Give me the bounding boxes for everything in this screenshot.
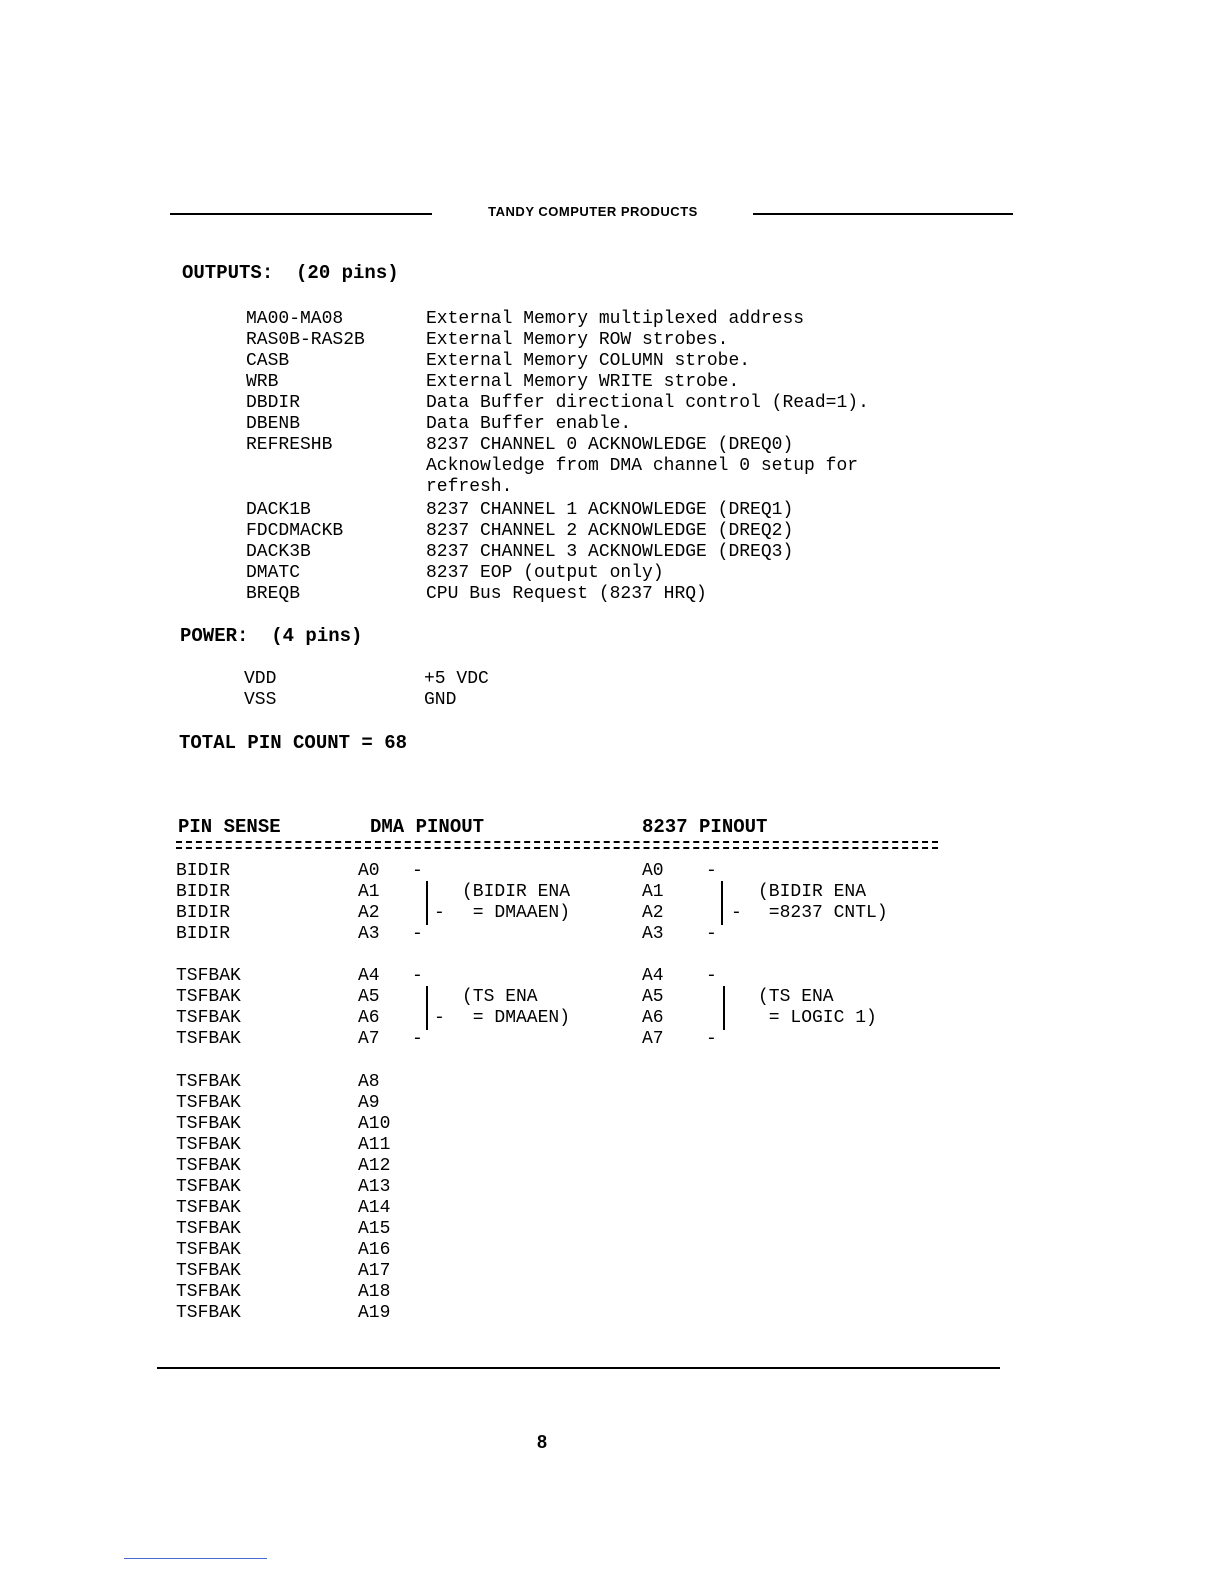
- header-rule-left: [170, 213, 432, 215]
- 8237-pin-cell: A7: [642, 1029, 664, 1049]
- pin-sense-cell: BIDIR: [176, 861, 231, 881]
- 8237-pin-cell: A1: [642, 882, 664, 902]
- signal-name: REFRESHB: [246, 435, 333, 455]
- 8237-bracket-note: (TS ENA = LOGIC 1): [758, 987, 877, 1028]
- pin-sense-cell: TSFBAK: [176, 1114, 241, 1134]
- bracket-bar: [723, 986, 725, 1030]
- signal-description: 8237 CHANNEL 0 ACKNOWLEDGE (DREQ0) Acknowledge from DMA channel 0 setup for refresh.: [426, 435, 859, 497]
- signal-description: GND: [424, 690, 457, 710]
- signal-description: External Memory multiplexed address: [426, 309, 805, 329]
- 8237-pin-cell: A5: [642, 987, 664, 1007]
- bracket-tick-mid: -: [434, 903, 445, 923]
- signal-name: RAS0B-RAS2B: [246, 330, 365, 350]
- pin-sense-cell: TSFBAK: [176, 1303, 241, 1323]
- table-row: [176, 1135, 936, 1156]
- table-row: [176, 861, 936, 882]
- pin-sense-cell: BIDIR: [176, 882, 231, 902]
- pinout-group-upper-address: [176, 1072, 936, 1324]
- pin-sense-cell: TSFBAK: [176, 1177, 241, 1197]
- signal-name: DACK3B: [246, 542, 311, 562]
- 8237-pin-cell: A6: [642, 1008, 664, 1028]
- pin-sense-cell: TSFBAK: [176, 1072, 241, 1092]
- pin-sense-cell: TSFBAK: [176, 1219, 241, 1239]
- dma-pin-cell: A13: [358, 1177, 391, 1197]
- dma-pin-cell: A12: [358, 1156, 391, 1176]
- dma-pin-cell: A1: [358, 882, 380, 902]
- outputs-heading: OUTPUTS: (20 pins): [182, 262, 399, 284]
- dma-pin-cell: A10: [358, 1114, 391, 1134]
- dma-pin-cell: A11: [358, 1135, 391, 1155]
- pin-sense-cell: BIDIR: [176, 924, 231, 944]
- dma-pin-cell: A8: [358, 1072, 380, 1092]
- pinout-header: [178, 816, 938, 840]
- dma-pin-cell: A9: [358, 1093, 380, 1113]
- table-row: [176, 924, 936, 945]
- bracket-bar: [426, 986, 428, 1030]
- signal-name: DBDIR: [246, 393, 301, 413]
- table-row: [176, 1240, 936, 1261]
- pinout-group-bidir: [176, 861, 936, 945]
- header-double-rule: [176, 841, 938, 849]
- table-row: [176, 1198, 936, 1219]
- signal-description: CPU Bus Request (8237 HRQ): [426, 584, 707, 604]
- table-row: [176, 1093, 936, 1114]
- page-header: [170, 203, 1013, 225]
- dma-pin-cell: A2: [358, 903, 380, 923]
- table-row: [176, 1029, 936, 1050]
- signal-description: 8237 CHANNEL 3 ACKNOWLEDGE (DREQ3): [426, 542, 794, 562]
- pin-sense-cell: TSFBAK: [176, 987, 241, 1007]
- dma-pin-cell: A17: [358, 1261, 391, 1281]
- pin-sense-cell: TSFBAK: [176, 1029, 241, 1049]
- table-row: [176, 1156, 936, 1177]
- table-row: [176, 1303, 936, 1324]
- pin-sense-cell: TSFBAK: [176, 1240, 241, 1260]
- header-rule-right: [753, 213, 1013, 215]
- pin-sense-cell: TSFBAK: [176, 1282, 241, 1302]
- bracket-tick-mid: -: [434, 1008, 445, 1028]
- signal-name: DBENB: [246, 414, 301, 434]
- footer-rule: [157, 1367, 1000, 1369]
- signal-description: Data Buffer enable.: [426, 414, 632, 434]
- header-pin-sense: PIN SENSE: [178, 816, 281, 838]
- bracket-tick-mid: -: [731, 903, 742, 923]
- dma-bracket-note: (TS ENA = DMAAEN): [462, 987, 571, 1028]
- bracket-tick-top: -: [706, 966, 717, 986]
- pin-sense-cell: TSFBAK: [176, 1261, 241, 1281]
- header-8237-pinout: 8237 PINOUT: [642, 816, 768, 838]
- pin-sense-cell: TSFBAK: [176, 1198, 241, 1218]
- dma-pin-cell: A14: [358, 1198, 391, 1218]
- signal-description: Data Buffer directional control (Read=1).: [426, 393, 869, 413]
- table-row: [176, 966, 936, 987]
- dma-bracket-note: (BIDIR ENA = DMAAEN): [462, 882, 571, 923]
- table-row: [176, 1282, 936, 1303]
- dma-pin-cell: A19: [358, 1303, 391, 1323]
- 8237-pin-cell: A3: [642, 924, 664, 944]
- signal-name: DMATC: [246, 563, 301, 583]
- header-title: TANDY COMPUTER PRODUCTS: [488, 204, 698, 219]
- signal-description: External Memory COLUMN strobe.: [426, 351, 751, 371]
- bracket-tick-top: -: [706, 861, 717, 881]
- dma-pin-cell: A0: [358, 861, 380, 881]
- signal-name: CASB: [246, 351, 290, 371]
- bracket-tick-top: -: [412, 861, 423, 881]
- bracket-tick-bottom: -: [412, 924, 423, 944]
- pinout-group-tsfbak: [176, 966, 936, 1050]
- signal-description: +5 VDC: [424, 669, 489, 689]
- 8237-pin-cell: A4: [642, 966, 664, 986]
- header-dma-pinout: DMA PINOUT: [370, 816, 485, 838]
- signal-name: DACK1B: [246, 500, 311, 520]
- 8237-bracket-note: (BIDIR ENA =8237 CNTL): [758, 882, 888, 923]
- bracket-bar: [426, 881, 428, 925]
- pin-sense-cell: TSFBAK: [176, 1008, 241, 1028]
- pin-sense-cell: TSFBAK: [176, 966, 241, 986]
- dma-pin-cell: A16: [358, 1240, 391, 1260]
- signal-description: 8237 CHANNEL 2 ACKNOWLEDGE (DREQ2): [426, 521, 794, 541]
- pin-sense-cell: BIDIR: [176, 903, 231, 923]
- dma-pin-cell: A4: [358, 966, 380, 986]
- pin-sense-cell: TSFBAK: [176, 1156, 241, 1176]
- signal-name: VDD: [244, 669, 277, 689]
- signal-name: MA00-MA08: [246, 309, 344, 329]
- page-number: 8: [536, 1432, 547, 1452]
- bracket-bar: [721, 881, 723, 925]
- bracket-tick-bottom: -: [706, 924, 717, 944]
- signal-name: FDCDMACKB: [246, 521, 344, 541]
- signal-description: 8237 CHANNEL 1 ACKNOWLEDGE (DREQ1): [426, 500, 794, 520]
- dma-pin-cell: A7: [358, 1029, 380, 1049]
- power-heading: POWER: (4 pins): [180, 625, 363, 647]
- 8237-pin-cell: A2: [642, 903, 664, 923]
- dma-pin-cell: A18: [358, 1282, 391, 1302]
- table-row: [176, 1072, 936, 1093]
- table-row: [176, 1114, 936, 1135]
- dma-pin-cell: A3: [358, 924, 380, 944]
- table-row: [176, 1219, 936, 1240]
- signal-description: External Memory WRITE strobe.: [426, 372, 740, 392]
- signal-description: 8237 EOP (output only): [426, 563, 664, 583]
- bracket-tick-bottom: -: [412, 1029, 423, 1049]
- dma-pin-cell: A15: [358, 1219, 391, 1239]
- bracket-tick-top: -: [412, 966, 423, 986]
- signal-name: VSS: [244, 690, 277, 710]
- 8237-pin-cell: A0: [642, 861, 664, 881]
- table-row: [176, 1261, 936, 1282]
- total-pin-count: TOTAL PIN COUNT = 68: [179, 732, 408, 754]
- dma-pin-cell: A6: [358, 1008, 380, 1028]
- bottom-edge-mark: [124, 1558, 267, 1559]
- signal-description: External Memory ROW strobes.: [426, 330, 729, 350]
- pin-sense-cell: TSFBAK: [176, 1135, 241, 1155]
- pin-sense-cell: TSFBAK: [176, 1093, 241, 1113]
- signal-name: BREQB: [246, 584, 301, 604]
- bracket-tick-bottom: -: [706, 1029, 717, 1049]
- table-row: [176, 1177, 936, 1198]
- dma-pin-cell: A5: [358, 987, 380, 1007]
- signal-name: WRB: [246, 372, 279, 392]
